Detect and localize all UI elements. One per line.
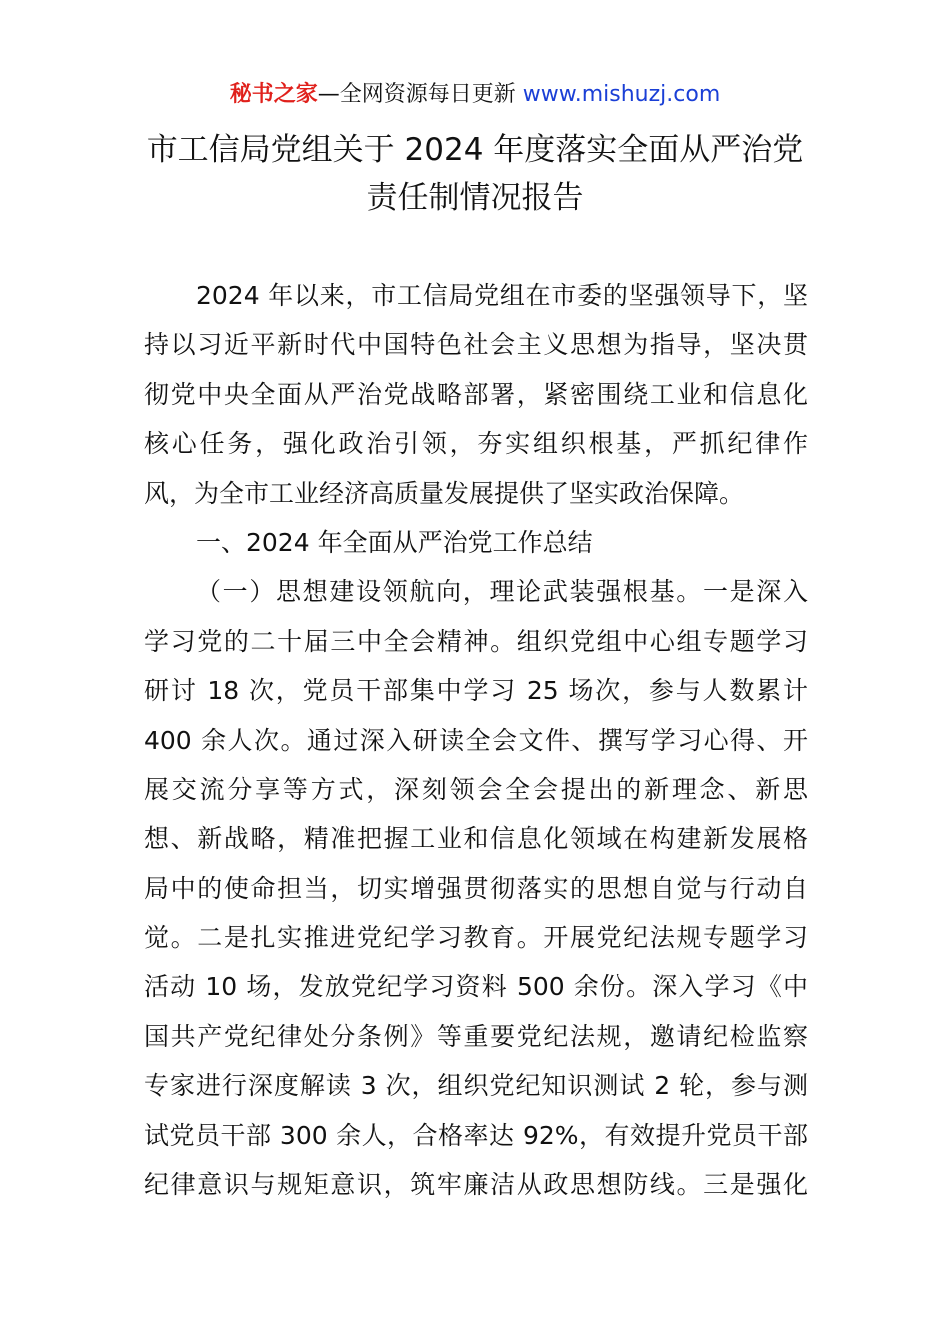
body-line: 核心任务，强化政治引领，夯实组织根基，严抓纪律作 — [144, 429, 808, 459]
body-line: 展交流分享等方式，深刻领会全会提出的新理念、新思 — [144, 774, 808, 804]
body-line: 觉。二是扎实推进党纪学习教育。开展党纪法规专题学习 — [144, 923, 808, 953]
body-line: 试党员干部 300 余人，合格率达 92%，有效提升党员干部 — [144, 1120, 808, 1150]
body-line: （一）思想建设领航向，理论武装强根基。一是深入 — [196, 577, 808, 607]
document-title — [0, 126, 950, 222]
section-heading: 一、2024 年全面从严治党工作总结 — [196, 527, 593, 557]
body-line: 400 余人次。通过深入研读全会文件、撰写学习心得、开 — [144, 725, 808, 755]
banner-brand: 秘书之家 — [229, 82, 318, 107]
document-body — [144, 271, 808, 1209]
body-line: 专家进行深度解读 3 次，组织党纪知识测试 2 轮，参与测 — [144, 1071, 808, 1101]
body-line: 纪律意识与规矩意识，筑牢廉洁从政思想防线。三是强化 — [144, 1170, 808, 1200]
body-line: 局中的使命担当，切实增强贯彻落实的思想自觉与行动自 — [144, 873, 808, 903]
body-line: 想、新战略，精准把握工业和信息化领域在构建新发展格 — [144, 824, 808, 854]
banner-slogan: —全网资源每日更新 — [317, 82, 516, 107]
body-line: 彻党中央全面从严治党战略部署，紧密围绕工业和信息化 — [144, 379, 808, 409]
title-line: 市工信局党组关于 2024 年度落实全面从严治党 — [146, 132, 804, 168]
title-line: 责任制情况报告 — [366, 180, 584, 216]
body-line: 2024 年以来，市工信局党组在市委的坚强领导下，坚 — [196, 281, 808, 310]
body-line: 活动 10 场，发放党纪学习资料 500 余份。深入学习《中 — [144, 972, 808, 1002]
body-line: 持以习近平新时代中国特色社会主义思想为指导，坚决贯 — [144, 330, 808, 360]
banner-url-link[interactable]: www.mishuzj.com — [522, 82, 721, 107]
site-banner — [0, 78, 950, 112]
body-line: 研讨 18 次，党员干部集中学习 25 场次，参与人数累计 — [144, 676, 808, 706]
body-line: 学习党的二十届三中全会精神。组织党组中心组专题学习 — [144, 626, 808, 656]
body-line: 风，为全市工业经济高质量发展提供了坚实政治保障。 — [144, 478, 745, 508]
body-line: 国共产党纪律处分条例》等重要党纪法规，邀请纪检监察 — [144, 1021, 808, 1051]
